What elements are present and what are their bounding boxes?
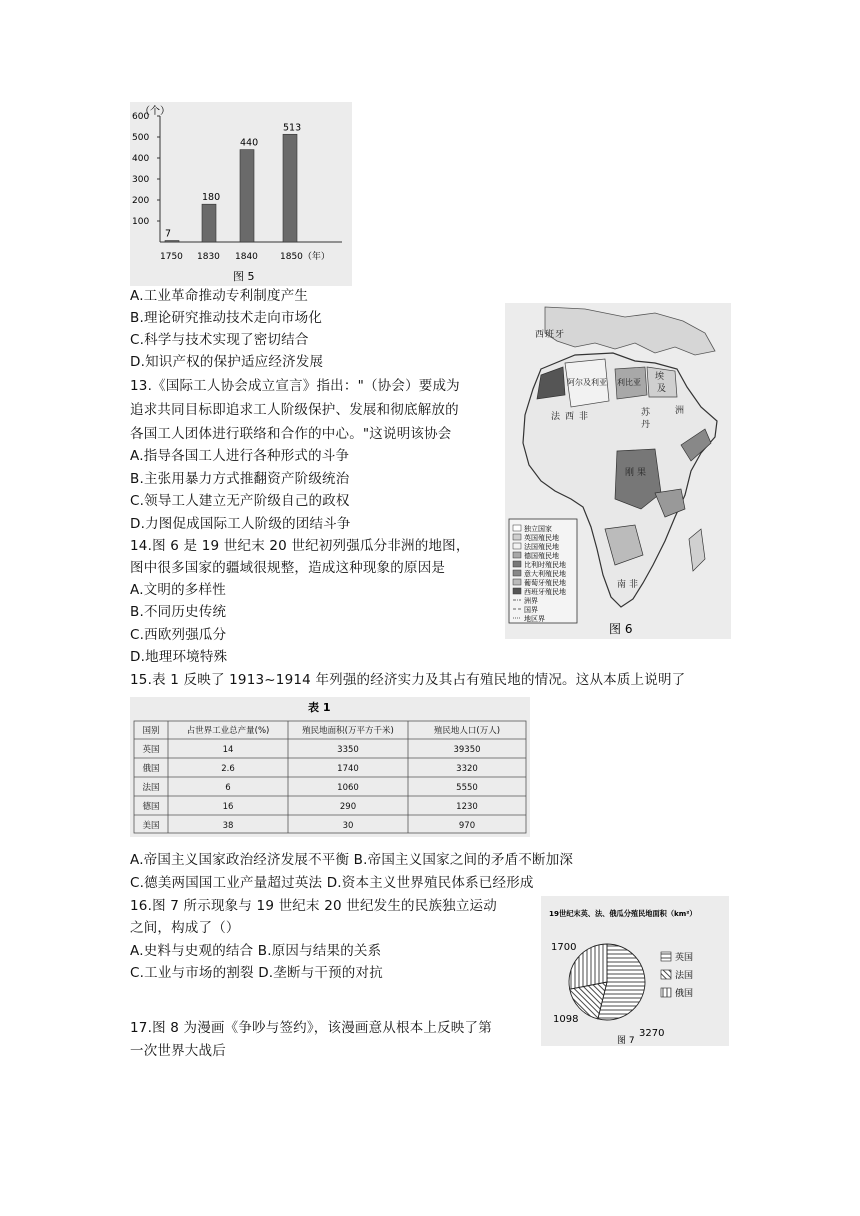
fig6-caption: 图 6 (609, 622, 633, 636)
fig6-legend-swatch (513, 561, 521, 567)
fig6-legend-swatch (513, 552, 521, 558)
fig5-bar (240, 150, 254, 242)
q14-option-d: D.地理环境特殊 (130, 649, 228, 665)
fig7-legend-swatch (661, 970, 671, 979)
q12-option-b: B.理论研究推动技术走向市场化 (130, 310, 323, 326)
table-1-cell: 5550 (456, 783, 478, 793)
q13-stem-line-3: 各国工人团体进行联络和合作的中心。"这说明该协会 (130, 426, 452, 442)
fig5-x-tick-label: 1840 (235, 252, 258, 262)
q16-stem-line-1: 16.图 7 所示现象与 19 世纪末 20 世纪发生的民族独立运动 (130, 898, 497, 914)
table-1-cell: 英国 (142, 745, 160, 755)
table-1-cell: 6 (225, 783, 231, 793)
fig7-legend-label: 英国 (675, 953, 694, 963)
fig7-value-label-france: 1098 (553, 1014, 579, 1025)
map-label: 丹 (641, 420, 651, 430)
fig6-legend-label: 国界 (524, 606, 538, 614)
fig6-legend-swatch (513, 543, 521, 549)
fig5-value-label: 7 (165, 228, 172, 240)
fig6-legend-label: 西班牙殖民地 (524, 588, 566, 596)
q16-options-line-2: C.工业与市场的割裂 D.垄断与干预的对抗 (130, 965, 383, 981)
figure-5-bar-chart (130, 102, 352, 286)
figure-6-svg (505, 303, 731, 639)
table-1-cell: 法国 (142, 783, 160, 793)
fig7-legend-swatch (661, 988, 671, 997)
q16-stem-line-2: 之间，构成了（） (130, 920, 240, 936)
figure-7-pie-chart (541, 896, 729, 1046)
q15-options-line-2: C.德美两国国工业产量超过英法 D.资本主义世界殖民体系已经形成 (130, 875, 534, 891)
q16-options-line-1: A.史料与史观的结合 B.原因与结果的关系 (130, 943, 382, 959)
fig7-legend-swatch (661, 952, 671, 961)
q14-stem-line-1: 14.图 6 是 19 世纪末 20 世纪初列强瓜分非洲的地图， (130, 538, 470, 554)
map-label: 非 (629, 580, 639, 590)
table-1-title: 表 1 (308, 701, 331, 714)
fig6-legend-label: 比利时殖民地 (524, 561, 566, 569)
fig7-value-label-russia: 1700 (551, 942, 577, 953)
table-1-cell: 德国 (142, 802, 160, 812)
table-1-cell: 美国 (142, 821, 160, 831)
table-1 (130, 697, 530, 837)
map-label: 西 (565, 412, 575, 422)
q13-option-a: A.指导各国工人进行各种形式的斗争 (130, 448, 350, 464)
fig5-caption: 图 5 (233, 270, 255, 283)
fig6-legend-swatch (513, 588, 521, 594)
region-madagascar (689, 529, 705, 571)
fig6-legend-label: 地区界 (524, 615, 545, 623)
q14-option-a: A.文明的多样性 (130, 582, 226, 598)
fig7-legend-label: 俄国 (675, 989, 694, 999)
map-label: 牙 (555, 330, 565, 340)
fig6-legend-label: 德国殖民地 (524, 552, 559, 560)
q15-options-line-1: A.帝国主义国家政治经济发展不平衡 B.帝国主义国家之间的矛盾不断加深 (130, 852, 574, 868)
fig5-value-label: 180 (202, 192, 221, 204)
figure-5-svg (130, 102, 352, 286)
fig5-value-label: 440 (240, 137, 259, 149)
table-1-cell: 3320 (456, 764, 478, 774)
map-label: 及 (657, 384, 667, 394)
fig5-x-tick-label: 1830 (197, 252, 220, 262)
map-label: 非 (579, 412, 589, 422)
q12-option-d: D.知识产权的保护适应经济发展 (130, 354, 324, 370)
fig5-x-tick-label: 1750 (160, 252, 183, 262)
table-1-svg (130, 697, 530, 837)
map-label: 果 (637, 468, 647, 478)
table-1-cell: 290 (339, 802, 357, 812)
fig7-caption: 图 7 (617, 1036, 635, 1046)
fig5-y-tick-label: 400 (132, 154, 150, 164)
q13-stem-line-2: 追求共同目标即追求工人阶级保护、发展和彻底解放的 (130, 402, 459, 418)
q14-stem-line-2: 图中很多国家的疆域很规整，造成这种现象的原因是 (130, 560, 446, 576)
q13-option-c: C.领导工人建立无产阶级自己的政权 (130, 493, 350, 509)
fig5-x-tick-label: 1850（年） (280, 252, 330, 262)
fig7-value-label-britain: 3270 (639, 1028, 665, 1039)
fig5-y-tick-label: 200 (132, 196, 150, 206)
table-1-cell: 14 (222, 745, 234, 755)
fig6-legend-label: 英国殖民地 (524, 534, 559, 542)
table-1-cell: 1060 (337, 783, 359, 793)
table-1-cell: 39350 (453, 745, 481, 755)
table-1-header-cell: 占世界工业总产量(%) (186, 726, 270, 736)
table-1-cell: 30 (342, 821, 354, 831)
q13-stem-line-1: 13.《国际工人协会成立宣言》指出："（协会）要成为 (130, 378, 460, 394)
q12-option-c: C.科学与技术实现了密切结合 (130, 332, 309, 348)
fig5-unit-label: （个） (140, 106, 170, 117)
map-label: 苏 (641, 408, 651, 418)
fig7-title: 19世纪末英、法、俄瓜分殖民地面积（km²） (549, 909, 697, 918)
map-label: 埃 (655, 372, 665, 382)
map-label: 刚 (625, 468, 635, 478)
fig6-legend-label: 法国殖民地 (524, 543, 559, 551)
map-label: 西 (535, 330, 545, 340)
fig5-y-tick-label: 500 (132, 133, 150, 143)
fig6-legend-swatch (513, 534, 521, 540)
fig5-y-tick-label: 300 (132, 175, 150, 185)
map-label: 利比亚 (617, 378, 641, 387)
q12-option-a: A.工业革命推动专利制度产生 (130, 288, 309, 304)
table-1-cell: 2.6 (221, 764, 235, 774)
map-label: 班 (545, 330, 555, 340)
fig6-legend-label: 意大利殖民地 (524, 570, 566, 578)
table-1-cell: 3350 (337, 745, 359, 755)
fig5-bar (165, 241, 179, 242)
q13-option-b: B.主张用暴力方式推翻资产阶级统治 (130, 471, 350, 487)
table-1-cell: 970 (458, 821, 476, 831)
q14-option-b: B.不同历史传统 (130, 604, 227, 620)
fig6-legend-label: 独立国家 (524, 525, 552, 533)
fig5-bar (202, 204, 216, 242)
figure-6-africa-map (505, 303, 731, 639)
fig5-bar (283, 134, 297, 242)
table-1-header-cell: 殖民地人口(万人) (433, 726, 501, 736)
figure-7-svg (541, 896, 729, 1046)
fig6-legend-swatch (513, 579, 521, 585)
fig6-legend-label: 葡萄牙殖民地 (524, 579, 566, 587)
q17-stem-line-2: 一次世界大战后 (130, 1043, 226, 1059)
table-1-cell: 1740 (337, 764, 359, 774)
map-label: 南 (617, 580, 627, 590)
fig5-y-tick-label: 600 (132, 112, 150, 122)
fig6-legend-swatch (513, 570, 521, 576)
q15-stem: 15.表 1 反映了 1913~1914 年列强的经济实力及其占有殖民地的情况。这从本质上说明了 (130, 672, 686, 688)
q14-option-c: C.西欧列强瓜分 (130, 627, 227, 643)
table-1-cell: 俄国 (142, 764, 160, 774)
fig5-value-label: 513 (283, 122, 302, 134)
fig6-legend-label: 洲界 (524, 597, 538, 605)
map-label: 洲 (675, 406, 685, 416)
europe-landmass (545, 307, 715, 355)
map-label: 法 (551, 412, 561, 422)
map-label: 阿尔及利亚 (567, 378, 607, 387)
fig5-y-tick-label: 100 (132, 217, 150, 227)
table-1-cell: 1230 (456, 802, 478, 812)
table-1-cell: 38 (222, 821, 234, 831)
table-1-header-cell: 国别 (142, 726, 160, 736)
fig6-legend-swatch (513, 525, 521, 531)
fig7-legend-label: 法国 (675, 971, 694, 981)
q13-option-d: D.力图促成国际工人阶级的团结斗争 (130, 516, 351, 532)
q17-stem-line-1: 17.图 8 为漫画《争吵与签约》，该漫画意从根本上反映了第 (130, 1020, 492, 1036)
table-1-cell: 16 (222, 802, 234, 812)
table-1-header-cell: 殖民地面积(万平方千米) (302, 726, 394, 736)
